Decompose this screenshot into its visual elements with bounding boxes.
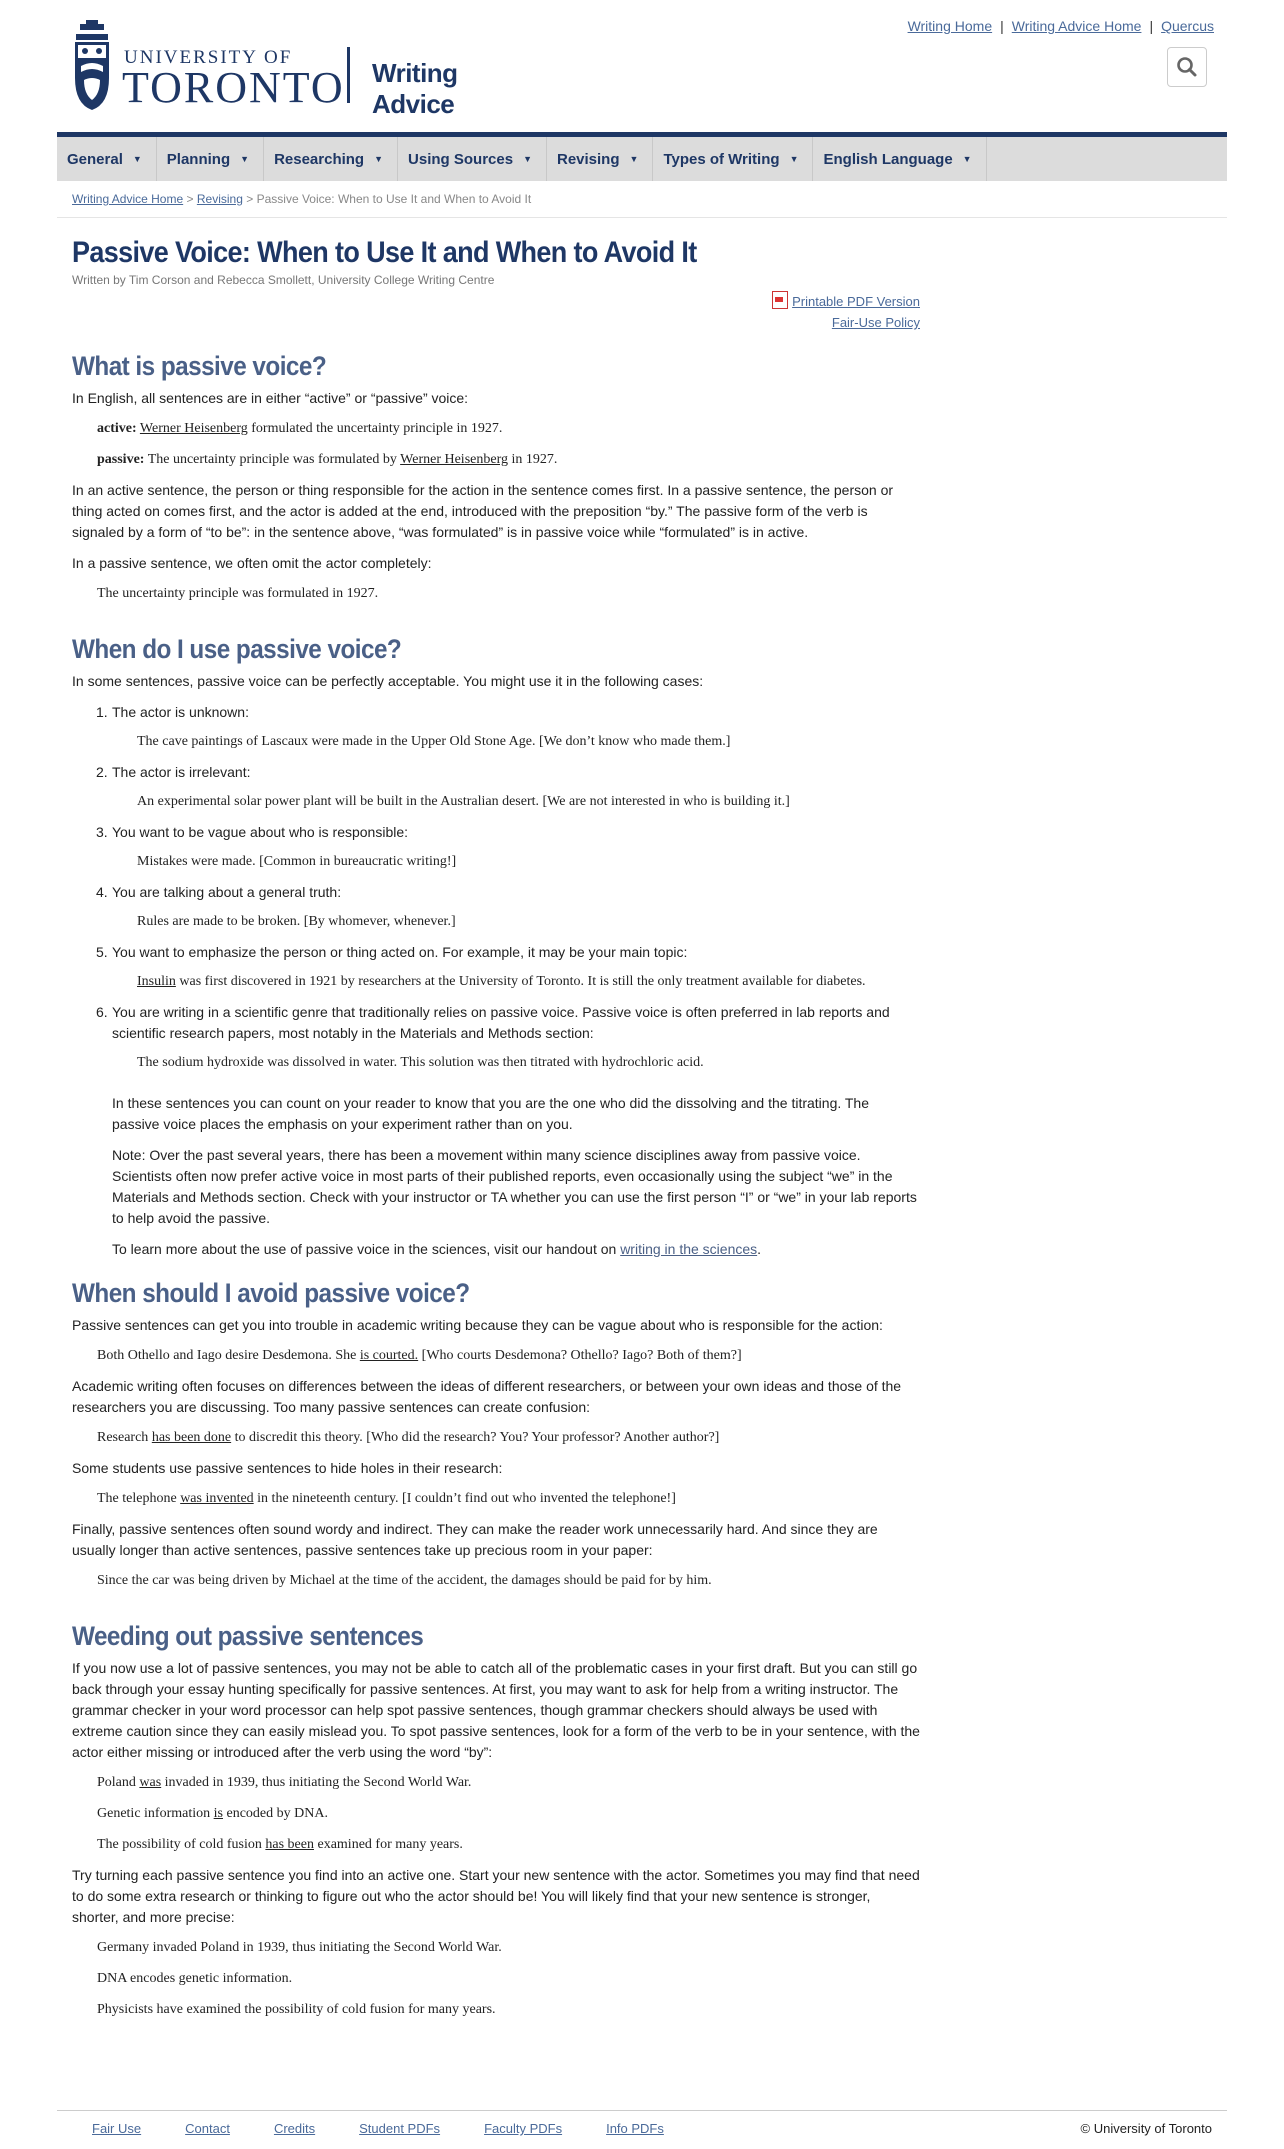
nav-label: Researching <box>274 150 365 168</box>
writing-in-the-sciences-link[interactable]: writing in the sciences <box>620 1241 758 1257</box>
paragraph: In some sentences, passive voice can be perfectly acceptable. You might use it in the following cases: <box>72 673 704 689</box>
paragraph-text: To learn more about the use of passive voice in the sciences, visit our handout on <box>112 1241 621 1257</box>
list-number: 5. <box>96 944 108 960</box>
list-item <box>72 942 920 992</box>
breadcrumb-separator: > <box>186 192 194 206</box>
list-number: 2. <box>96 764 108 780</box>
list-item <box>72 882 920 932</box>
section-heading: What is passive voice? <box>72 351 327 381</box>
site-title: Writing Advice <box>372 58 458 119</box>
example: Physicists have examined the possibility of cold fusion for many years. <box>97 2002 496 2017</box>
example <box>72 1428 920 1448</box>
list-text: You are writing in a scientific genre that traditionally relies on passive voice. Passive voice is often preferred in lab reports and scientific research papers, most notably in the Materials and Methods section: <box>112 1004 890 1041</box>
example <box>112 972 920 992</box>
nav-label: General <box>67 150 123 168</box>
caret-down-icon: ▼ <box>240 154 250 164</box>
section-heading: When do I use passive voice? <box>72 634 402 664</box>
nav-planning[interactable] <box>157 137 264 181</box>
paragraph: Passive sentences can get you into trouble in academic writing because they can be vague about who is responsible for the action: <box>72 1317 883 1333</box>
paragraph-text: . <box>757 1241 762 1257</box>
example-underlined: has been <box>265 1837 314 1852</box>
example-underlined: is <box>213 1806 223 1821</box>
list-item <box>72 762 920 812</box>
example-text: [Who courts Desdemona? Othello? Iago? Both of them?] <box>418 1348 742 1363</box>
nav-label: Planning <box>166 150 231 168</box>
example: DNA encodes genetic information. <box>97 1971 293 1986</box>
logo-university-of: UNIVERSITY OF <box>124 47 293 68</box>
example <box>72 1835 920 1855</box>
list-item <box>72 702 920 752</box>
example: The uncertainty principle was formulated in 1927. <box>97 586 379 601</box>
example-text: was first discovered in 1921 by researchers at the University of Toronto. It is still the only treatment available for diabetes. <box>175 974 866 989</box>
nav-label: Types of Writing <box>663 150 780 168</box>
example-text: Genetic information <box>97 1806 214 1821</box>
section-heading: Weeding out passive sentences <box>72 1621 424 1651</box>
example <box>72 1804 920 1824</box>
list-text: You want to emphasize the person or thing acted on. For example, it may be your main topic: <box>112 944 688 960</box>
example-underlined: Insulin <box>137 974 176 989</box>
example-text: examined for many years. <box>313 1837 463 1852</box>
list-item <box>72 822 920 872</box>
list-text: You want to be vague about who is responsible: <box>112 824 409 840</box>
footer-contact-link[interactable]: Contact <box>185 2121 230 2136</box>
list-number: 4. <box>96 884 108 900</box>
example-text: formulated the uncertainty principle in 1927. <box>247 421 503 436</box>
divider <box>57 217 1227 218</box>
writing-advice-home-link[interactable]: Writing Advice Home <box>1011 18 1142 34</box>
example <box>72 1346 920 1366</box>
list-text: The actor is irrelevant: <box>112 764 251 780</box>
list-number: 6. <box>96 1004 108 1020</box>
list-text: You are talking about a general truth: <box>112 884 342 900</box>
breadcrumb-current: Passive Voice: When to Use It and When to Avoid It <box>256 192 532 206</box>
example <box>72 1773 920 1793</box>
note-paragraph: Note: Over the past several years, there has been a movement within many science disciplines away from passive voice. Scientists often now prefer active voice in most parts of their published reports, even occasionally using the subject “we” in the Materials and Methods section. Check with your instructor or TA whether you can use the first person “I” or “we” in your lab reports to help avoid the passive. <box>112 1147 917 1226</box>
footer-divider <box>57 2110 1227 2111</box>
quercus-link[interactable]: Quercus <box>1161 18 1214 34</box>
example-active <box>72 419 920 439</box>
nav-label: Revising <box>556 150 620 168</box>
list-text: The actor is unknown: <box>112 704 249 720</box>
utility-links <box>908 18 1214 34</box>
example <box>72 1489 920 1509</box>
logo-toronto: TORONTO <box>122 63 345 112</box>
site-header <box>57 0 1227 132</box>
breadcrumb-home-link[interactable]: Writing Advice Home <box>72 192 184 206</box>
footer-fair-use-link[interactable]: Fair Use <box>92 2121 142 2136</box>
example-text: encoded by DNA. <box>222 1806 328 1821</box>
main-nav <box>57 132 1227 181</box>
caret-down-icon: ▼ <box>374 154 384 164</box>
printable-pdf-link[interactable]: Printable PDF Version <box>792 294 920 309</box>
example-underlined: Werner Heisenberg <box>139 421 248 436</box>
nav-english-language[interactable] <box>813 137 986 181</box>
example: Mistakes were made. [Common in bureaucratic writing!] <box>137 854 457 869</box>
nav-researching[interactable] <box>264 137 398 181</box>
example-text: in the nineteenth century. [I couldn’t find out who invented the telephone!] <box>253 1491 676 1506</box>
example-text: The possibility of cold fusion <box>97 1837 266 1852</box>
example-text: Poland <box>97 1775 140 1790</box>
example-text: Research <box>97 1430 152 1445</box>
fair-use-policy-link[interactable]: Fair-Use Policy <box>831 315 920 330</box>
footer-faculty-pdfs-link[interactable]: Faculty PDFs <box>484 2121 563 2136</box>
page-title: Passive Voice: When to Use It and When to Avoid It <box>72 236 697 269</box>
caret-down-icon: ▼ <box>629 154 639 164</box>
example-text: The telephone <box>97 1491 181 1506</box>
paragraph: Some students use passive sentences to hide holes in their research: <box>72 1460 503 1476</box>
list-number: 1. <box>96 704 108 720</box>
nav-revising[interactable] <box>547 137 653 181</box>
nav-using-sources[interactable] <box>398 137 547 181</box>
paragraph: Finally, passive sentences often sound wordy and indirect. They can make the reader work unnecessarily hard. And since they are usually longer than active sentences, passive sentences take up precious room in your paper: <box>72 1521 878 1558</box>
example-underlined: was <box>139 1775 162 1790</box>
breadcrumb-separator: > <box>246 192 254 206</box>
example-underlined: was invented <box>180 1491 254 1506</box>
caret-down-icon: ▼ <box>789 154 799 164</box>
example-underlined: Werner Heisenberg <box>400 452 508 467</box>
byline: Written by Tim Corson and Rebecca Smollett, University College Writing Centre <box>72 273 495 287</box>
nav-types-of-writing[interactable] <box>653 137 813 181</box>
example-text: The uncertainty principle was formulated by <box>144 452 401 467</box>
logo-divider <box>347 47 350 103</box>
university-logo[interactable] <box>72 20 532 119</box>
paragraph: In English, all sentences are in either “active” or “passive” voice: <box>72 390 469 406</box>
list-number: 3. <box>96 824 108 840</box>
pdf-icon <box>772 291 788 309</box>
search-icon <box>1168 48 1206 86</box>
paragraph: In an active sentence, the person or thing responsible for the action in the sentence comes first. In a passive sentence, the person or thing acted on comes first, and the actor is added at the end, introduced with the preposition “by.” The passive form of the verb is signaled by a form of “to be”: in the sentence above, “was formulated” is in passive voice while “formulated” is in active. <box>72 482 894 540</box>
example: The sodium hydroxide was dissolved in water. This solution was then titrated with hydrochloric acid. <box>137 1055 704 1070</box>
example-text: to discredit this theory. [Who did the research? You? Your professor? Another author?] <box>231 1430 720 1445</box>
breadcrumb <box>72 192 531 206</box>
footer-credits-link[interactable]: Credits <box>273 2121 316 2136</box>
document-links <box>72 291 920 333</box>
example: The cave paintings of Lascaux were made in the Upper Old Stone Age. [We don’t know who made them.] <box>137 734 731 749</box>
paragraph: Try turning each passive sentence you find into an active one. Start your new sentence with the actor. Sometimes you may find that need to do some extra research or thinking to figure out who the actor should be! You will likely find that your new sentence is stronger, shorter, and more precise: <box>72 1867 920 1925</box>
nav-general[interactable] <box>57 137 157 181</box>
crest-icon <box>72 20 112 112</box>
example-underlined: is courted. <box>359 1348 419 1363</box>
footer-info-pdfs-link[interactable]: Info PDFs <box>606 2121 664 2136</box>
example-underlined: has been done <box>151 1430 232 1445</box>
paragraph: Academic writing often focuses on differences between the ideas of different researchers, or between your own ideas and those of the researchers you are discussing. Too many passive sentences can create confusion: <box>72 1378 902 1415</box>
example: An experimental solar power plant will be built in the Australian desert. [We are not interested in who is building it.] <box>137 794 790 809</box>
caret-down-icon: ▼ <box>962 154 972 164</box>
paragraph <box>112 1239 920 1260</box>
separator: | <box>1000 18 1004 34</box>
footer-student-pdfs-link[interactable]: Student PDFs <box>359 2121 441 2136</box>
writing-home-link[interactable]: Writing Home <box>907 18 993 34</box>
example-label: active: <box>97 421 137 436</box>
caret-down-icon: ▼ <box>523 154 532 164</box>
paragraph: If you now use a lot of passive sentences, you may not be able to catch all of the problematic cases in your first draft. But you can still go back through your essay hunting specifically for passive sentences. At first, you may want to ask for help from a writing instructor. The grammar checker in your word processor can help spot passive sentences, though grammar checkers should always be used with extreme caution since they can easily mislead you. To spot passive sentences, look for a form of the verb to be in your sentence, with the actor either missing or introduced after the verb using the word “by”: <box>72 1660 920 1760</box>
list-item <box>72 1002 920 1260</box>
footer-links <box>92 2121 708 2136</box>
example-text: in 1927. <box>507 452 558 467</box>
paragraph: In these sentences you can count on your reader to know that you are the one who did the dissolving and the titrating. The passive voice places the emphasis on your experiment rather than on you. <box>112 1095 870 1132</box>
example-text: Both Othello and Iago desire Desdemona. She <box>97 1348 360 1363</box>
use-cases-list <box>72 702 920 1260</box>
caret-down-icon: ▼ <box>132 154 142 164</box>
example: Since the car was being driven by Michael at the time of the accident, the damages should be paid for by him. <box>97 1573 712 1588</box>
example-passive <box>72 450 920 470</box>
breadcrumb-revising-link[interactable]: Revising <box>196 192 243 206</box>
example-label: passive: <box>97 452 145 467</box>
separator: | <box>1149 18 1154 34</box>
example: Germany invaded Poland in 1939, thus initiating the Second World War. <box>97 1940 502 1955</box>
nav-label: Using Sources <box>408 150 514 168</box>
copyright: © University of Toronto <box>1080 2121 1212 2136</box>
section-heading: When should I avoid passive voice? <box>72 1278 470 1308</box>
article <box>72 236 920 2020</box>
paragraph: In a passive sentence, we often omit the actor completely: <box>72 555 432 571</box>
example-text: invaded in 1939, thus initiating the Second World War. <box>161 1775 472 1790</box>
nav-label: English Language <box>823 150 953 168</box>
example: Rules are made to be broken. [By whomever, whenever.] <box>137 914 456 929</box>
search-button[interactable] <box>1167 47 1207 87</box>
